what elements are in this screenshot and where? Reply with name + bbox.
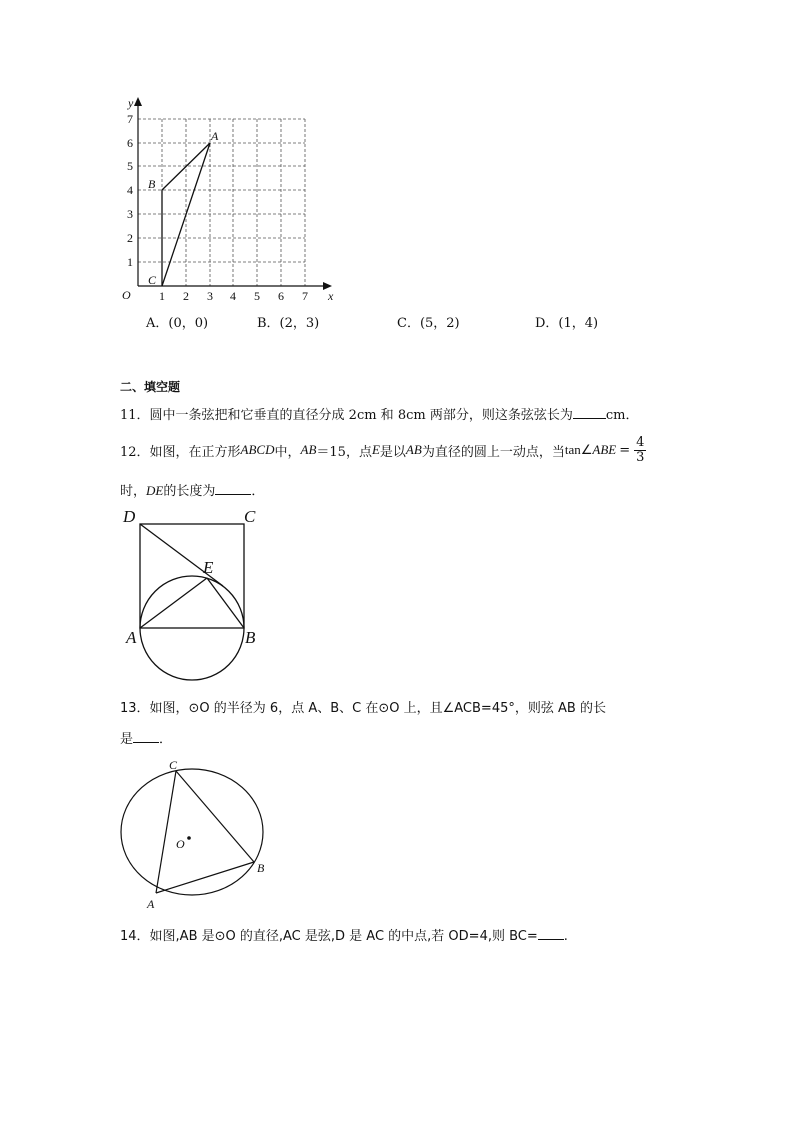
label-b: B xyxy=(245,628,256,647)
y-tick: 2 xyxy=(127,231,133,245)
question-11-suffix: cm． xyxy=(605,408,639,423)
q12-text: 中， xyxy=(274,444,301,460)
q12-tan: tan∠ xyxy=(564,442,593,457)
q12-text: 12．如图，在正方形 xyxy=(120,444,241,460)
q12-text: 是以 xyxy=(379,444,406,460)
label-c: C xyxy=(169,758,178,772)
option-d[interactable]: D．(1，4) xyxy=(535,316,599,331)
question-11-text: 11．圆中一条弦把和它垂直的直径分成 2cm 和 8cm 两部分，则这条弦弦长为 xyxy=(120,408,573,423)
square-circle-figure xyxy=(115,502,275,682)
q12-var: ABCD xyxy=(240,442,275,457)
q12-var: AB xyxy=(405,442,422,457)
q12-var: E xyxy=(371,442,380,457)
q14-text: . xyxy=(563,929,568,944)
x-tick: 1 xyxy=(159,289,165,303)
question-12-line2 xyxy=(120,480,264,499)
point-label-a: A xyxy=(211,129,219,143)
answer-blank[interactable] xyxy=(215,482,251,495)
y-axis-label: y xyxy=(128,96,134,110)
circle-triangle-figure xyxy=(115,755,275,915)
q12-text: ＝15，点 xyxy=(316,444,372,460)
grid-lines xyxy=(138,119,305,286)
point-label-b: B xyxy=(148,177,156,191)
answer-blank[interactable] xyxy=(133,730,159,743)
q12-text: 时， xyxy=(120,484,147,499)
label-o: O xyxy=(176,837,185,851)
point-label-c: C xyxy=(148,273,157,287)
option-a[interactable]: A．(0，0) xyxy=(146,316,209,331)
y-tick: 3 xyxy=(127,207,133,221)
origin-label: O xyxy=(122,288,131,302)
center-dot xyxy=(187,836,191,840)
fraction-numerator: 4 xyxy=(636,434,645,450)
circle-o xyxy=(121,769,263,895)
fraction-denominator: 3 xyxy=(636,449,645,465)
question-13-line1: 13．如图，⊙O 的半径为 6，点 A、B、C 在⊙O 上，且∠ACB=45°，则弦 AB 的长 xyxy=(120,701,606,716)
q12-text: 为直径的圆上一动点，当 xyxy=(421,444,565,460)
q12-text: ． xyxy=(251,484,265,499)
label-b: B xyxy=(257,861,265,875)
answer-blank[interactable] xyxy=(538,927,564,940)
y-tick: 4 xyxy=(127,183,133,197)
y-axis-arrow xyxy=(134,97,142,106)
section-title: 二、填空题 xyxy=(120,380,181,394)
y-tick: 1 xyxy=(127,255,133,269)
x-tick: 2 xyxy=(183,289,189,303)
question-11 xyxy=(120,404,638,423)
label-e: E xyxy=(203,558,214,577)
axes xyxy=(138,103,326,286)
question-14 xyxy=(120,925,568,944)
q13-text: ． xyxy=(159,732,173,747)
q12-eq: = xyxy=(619,442,631,458)
y-tick: 5 xyxy=(127,159,133,173)
q12-var: AB xyxy=(300,442,317,457)
label-d: D xyxy=(123,507,136,526)
q12-var: DE xyxy=(146,483,164,498)
label-a: A xyxy=(147,897,155,911)
y-tick: 7 xyxy=(127,112,133,126)
x-tick: 4 xyxy=(230,289,236,303)
q12-text: 的长度为 xyxy=(163,484,216,499)
label-a: A xyxy=(126,628,137,647)
option-b[interactable]: B．(2，3) xyxy=(257,316,320,331)
q14-text: 14．如图,AB 是⊙O 的直径,AC 是弦,D 是 AC 的中点,若 OD=4,则 BC= xyxy=(120,929,538,944)
question-12-line1 xyxy=(120,433,646,467)
answer-blank[interactable] xyxy=(573,406,606,419)
q12-var: ABE xyxy=(592,442,617,457)
x-tick: 6 xyxy=(278,289,284,303)
label-c: C xyxy=(244,507,256,526)
x-tick: 3 xyxy=(207,289,213,303)
x-axis-label: x xyxy=(328,289,334,303)
y-tick: 6 xyxy=(127,136,133,150)
coordinate-graph xyxy=(115,95,345,310)
question-13-line2 xyxy=(120,728,172,747)
q13-text: 是 xyxy=(120,732,134,747)
x-tick: 7 xyxy=(302,289,308,303)
x-tick: 5 xyxy=(254,289,260,303)
fraction xyxy=(634,436,646,465)
option-c[interactable]: C．(5，2) xyxy=(397,316,460,331)
